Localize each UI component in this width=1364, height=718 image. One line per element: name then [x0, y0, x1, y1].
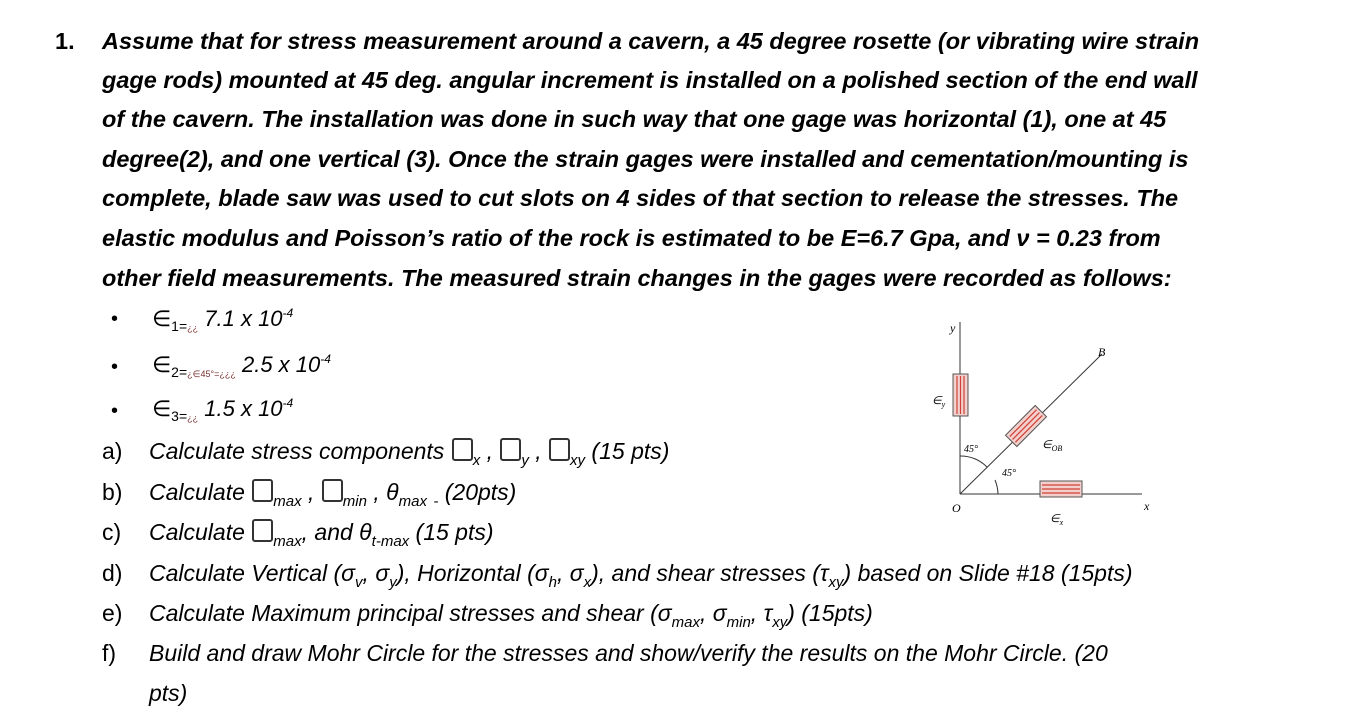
question-line-3: of the cavern. The installation was done in such way that one gage was horizontal (1), one at 45	[102, 106, 1167, 132]
angle-arc-lower	[995, 480, 998, 494]
ex-symbol: ∈	[1050, 513, 1060, 525]
task-e-sub-3: xy	[772, 614, 788, 631]
task-e-sub-1: max	[671, 614, 700, 631]
question-number: 1.	[55, 28, 75, 54]
task-a-letter: a)	[102, 438, 123, 464]
task-d-text-4: , σ	[556, 560, 584, 586]
ey-label	[932, 395, 946, 409]
strain-3-symbol: ∈	[152, 396, 172, 421]
eob-sub: OB	[1051, 444, 1063, 453]
strain-1-exp: -4	[282, 306, 294, 320]
task-c-theta: θ	[359, 519, 372, 545]
task-b: Calculate $_{max}$ , $_{min}$ , $\theta_{max}$ $_-$ (20pts)	[149, 479, 517, 510]
task-d-text-1: Calculate Vertical (σ	[149, 560, 356, 586]
eob-symbol: ∈	[1042, 439, 1052, 451]
strain-1-value: 7.1 x 10	[204, 306, 283, 331]
task-d-letter: d)	[102, 560, 123, 586]
strain-1-sub: 1=	[171, 318, 188, 334]
task-e-text-3: , τ	[750, 600, 773, 626]
x-axis-label: x	[1144, 499, 1150, 513]
task-b-sub-2: min	[342, 493, 367, 510]
task-f-letter: f)	[102, 640, 117, 666]
b-label: B	[1098, 345, 1106, 359]
bullet-1: •	[111, 308, 119, 330]
question-line-4: degree(2), and one vertical (3). Once the strain gages were installed and cementation/mounting is	[102, 146, 1189, 172]
task-f-line-1: Build and draw Mohr Circle for the stresses and show/verify the results on the Mohr Circle. (20	[149, 640, 1108, 666]
task-b-theta-sub: max	[398, 493, 427, 510]
strain-2-exp: -4	[320, 352, 331, 366]
missing-glyph-box	[322, 479, 343, 502]
strain-1-symbol: ∈	[152, 306, 172, 331]
task-d-sub-2: y	[389, 574, 397, 591]
task-a-sub-3: xy	[570, 452, 586, 469]
diagonal-gauge	[1005, 405, 1046, 446]
vertical-gauge	[953, 374, 968, 416]
task-d-text-2: , σ	[362, 560, 390, 586]
task-d-text-6: ) based on Slide #18 (15pts)	[843, 560, 1133, 586]
missing-glyph-box	[252, 519, 273, 542]
task-a-sub-2: y	[521, 452, 529, 469]
task-b-sub-1: max	[273, 493, 302, 510]
strain-3-sub: 3=	[171, 408, 188, 424]
missing-glyph-box	[252, 479, 273, 502]
task-a-sub-1: x	[472, 452, 481, 469]
question-line-5: complete, blade saw was used to cut slots on 4 sides of that section to release the stresses. The	[102, 185, 1179, 211]
task-c: Calculate $_{max}$, and $\theta_{t-max}$ (15 pts)	[149, 519, 494, 550]
task-d-sub-4: x	[583, 574, 592, 591]
missing-glyph-box	[500, 438, 521, 461]
task-a-pre: Calculate stress components	[149, 438, 451, 464]
task-b-post: (20pts)	[438, 479, 517, 505]
bullet-3: •	[111, 400, 119, 422]
strain-3-value: 1.5 x 10	[204, 396, 283, 421]
ex-sub: x	[1059, 518, 1064, 527]
strain-3-garbled: ¿¿	[187, 413, 199, 423]
strain-2-sub: 2=	[171, 364, 188, 380]
ex-label	[1050, 513, 1064, 527]
task-c-sub-1: max	[273, 533, 302, 550]
task-e	[149, 600, 873, 631]
task-d-sub-5: xy	[828, 574, 844, 591]
strain-2-value: 2.5 x 10	[241, 352, 321, 377]
question-line-2: gage rods) mounted at 45 deg. angular increment is installed on a polished section of the end wall	[102, 67, 1198, 93]
task-e-letter: e)	[102, 600, 123, 626]
missing-glyph-box	[452, 438, 473, 461]
task-d-text-3: ), Horizontal (σ	[396, 560, 549, 586]
strain-3	[152, 396, 293, 424]
task-c-post: (15 pts)	[409, 519, 494, 545]
rosette-diagram	[928, 318, 1158, 533]
task-b-letter: b)	[102, 479, 123, 505]
task-d	[149, 560, 1133, 591]
strain-3-exp: -4	[282, 396, 294, 410]
task-d-sub-1: v	[355, 574, 363, 591]
task-f-line-2: pts)	[149, 680, 188, 706]
task-c-mid: and	[308, 519, 360, 545]
task-e-text-1: Calculate Maximum principal stresses and shear (σ	[149, 600, 672, 626]
y-axis-label: y	[950, 321, 956, 335]
task-d-sub-3: h	[548, 574, 557, 591]
missing-glyph-box	[549, 438, 570, 461]
strain-2	[152, 352, 331, 380]
task-b-theta: θ	[386, 479, 399, 505]
angle-arc-upper	[960, 456, 987, 467]
angle-label-2: 45°	[1002, 468, 1016, 479]
question-line-7: other field measurements. The measured strain changes in the gages were recorded as follows:	[102, 265, 1172, 291]
eob-label	[1042, 439, 1062, 453]
question-line-6: elastic modulus and Poisson’s ratio of the rock is estimated to be E=6.7 Gpa, and ν = 0.23 from	[102, 225, 1161, 251]
task-c-letter: c)	[102, 519, 122, 545]
bullet-2: •	[111, 356, 119, 378]
task-b-pre: Calculate	[149, 479, 252, 505]
task-a-post: (15 pts)	[585, 438, 670, 464]
task-e-text-2: , σ	[699, 600, 727, 626]
strain-1-garbled: ¿¿	[187, 323, 199, 333]
task-c-theta-sub: t-max	[371, 533, 410, 550]
strain-2-garbled: ¿∈45°=¿¿¿	[187, 369, 236, 379]
strain-1	[152, 306, 293, 334]
task-e-text-4: ) (15pts)	[787, 600, 873, 626]
task-d-text-5: ), and shear stresses (τ	[591, 560, 829, 586]
origin-label: O	[952, 501, 961, 515]
ey-symbol: ∈	[932, 395, 942, 407]
horizontal-gauge	[1040, 481, 1082, 497]
angle-label-1: 45°	[964, 444, 978, 455]
question-line-1: Assume that for stress measurement around a cavern, a 45 degree rosette (or vibrating wire strain	[102, 28, 1200, 54]
strain-2-symbol: ∈	[152, 352, 172, 377]
task-e-sub-2: min	[726, 614, 751, 631]
task-c-pre: Calculate	[149, 519, 252, 545]
task-a: Calculate stress components $_x$ , $_y$ , $_{xy}$ (15 pts)	[149, 438, 670, 469]
ey-sub: y	[941, 400, 946, 409]
